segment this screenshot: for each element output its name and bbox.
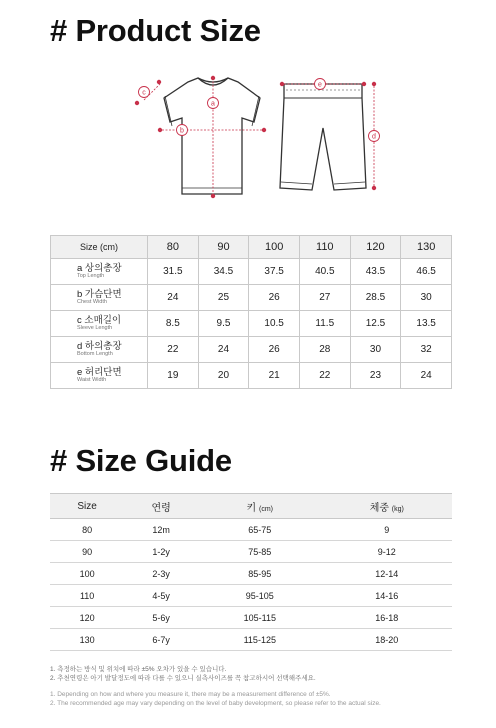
label-b: b [180, 127, 184, 135]
table-row [50, 563, 452, 585]
table-cell: 80 [50, 519, 124, 541]
size-col-header: 90 [198, 236, 249, 259]
table-cell: 12-14 [322, 563, 452, 585]
table-cell: 30 [401, 285, 452, 311]
table-cell: 43.5 [350, 259, 401, 285]
table-cell: 24 [148, 285, 199, 311]
table-row [50, 629, 452, 651]
table-cell: 28.5 [350, 285, 401, 311]
table-cell: 22 [299, 363, 350, 389]
table-cell: 8.5 [148, 311, 199, 337]
table-cell: 32 [401, 337, 452, 363]
label-e: e [318, 81, 322, 89]
row-label: b 가슴단면 Chest Width [51, 285, 148, 311]
table-cell: 19 [148, 363, 199, 389]
table-cell: 30 [350, 337, 401, 363]
table-cell: 22 [148, 337, 199, 363]
row-label: a 상의총장 Top Length [51, 259, 148, 285]
note-en-1: 1. Depending on how and where you measure it, there may be a measurement difference of ±5%. [50, 691, 331, 699]
tshirt-illustration [164, 78, 260, 194]
note-ko-1: 1. 측정하는 방식 및 위치에 따라 ±5% 오차가 있을 수 있습니다. [50, 666, 227, 673]
table-row [50, 541, 452, 563]
table-row [50, 519, 452, 541]
table-cell: 28 [299, 337, 350, 363]
table-cell: 90 [50, 541, 124, 563]
size-col-header: 80 [148, 236, 199, 259]
table-cell: 12.5 [350, 311, 401, 337]
table-cell: 40.5 [299, 259, 350, 285]
table-cell: 25 [198, 285, 249, 311]
guide-header-weight: 체중 (kg) [322, 494, 452, 519]
size-col-header: 100 [249, 236, 300, 259]
table-cell: 24 [198, 337, 249, 363]
table-cell: 95-105 [198, 585, 322, 607]
guide-header-age: 연령 [124, 494, 198, 519]
table-cell: 16-18 [322, 607, 452, 629]
table-cell: 9-12 [322, 541, 452, 563]
table-cell: 6-7y [124, 629, 198, 651]
table-cell: 115-125 [198, 629, 322, 651]
shorts-illustration [280, 81, 366, 190]
table-cell: 9 [322, 519, 452, 541]
table-cell: 26 [249, 285, 300, 311]
table-cell: 130 [50, 629, 124, 651]
table-cell: 110 [50, 585, 124, 607]
size-table-header-row [51, 236, 452, 259]
product-size-table [50, 235, 452, 389]
size-notes [50, 665, 480, 708]
note-en-2: 2. The recommended age may vary depending on the level of baby development, so please refer to the actual size. [50, 700, 381, 708]
table-cell: 100 [50, 563, 124, 585]
table-cell: 31.5 [148, 259, 199, 285]
size-guide-title: # Size Guide [50, 443, 232, 478]
note-ko-2: 2. 추천연령은 아기 발달정도에 따라 다를 수 있으니 실측사이즈를 꼭 참고하시어 선택해주세요. [50, 675, 316, 683]
table-row [51, 363, 452, 389]
label-c: c [142, 89, 146, 97]
table-row [50, 607, 452, 629]
table-cell: 24 [401, 363, 452, 389]
table-cell: 4-5y [124, 585, 198, 607]
table-cell: 11.5 [299, 311, 350, 337]
product-size-title: # Product Size [50, 13, 261, 48]
table-cell: 1-2y [124, 541, 198, 563]
table-cell: 18-20 [322, 629, 452, 651]
table-cell: 14-16 [322, 585, 452, 607]
table-row [51, 337, 452, 363]
size-col-header: 110 [299, 236, 350, 259]
label-d: d [372, 133, 376, 141]
table-cell: 5-6y [124, 607, 198, 629]
garment-diagram [120, 72, 390, 202]
table-cell: 12m [124, 519, 198, 541]
table-row [51, 285, 452, 311]
table-cell: 27 [299, 285, 350, 311]
table-cell: 10.5 [249, 311, 300, 337]
guide-table-header-row [50, 494, 452, 519]
table-cell: 34.5 [198, 259, 249, 285]
size-guide-table [50, 493, 452, 651]
size-col-header: 120 [350, 236, 401, 259]
table-cell: 85-95 [198, 563, 322, 585]
guide-header-size: Size [50, 494, 124, 519]
table-cell: 20 [198, 363, 249, 389]
size-table-header-label: Size (cm) [51, 236, 148, 259]
table-cell: 23 [350, 363, 401, 389]
table-cell: 37.5 [249, 259, 300, 285]
table-cell: 13.5 [401, 311, 452, 337]
table-cell: 65-75 [198, 519, 322, 541]
table-row [50, 585, 452, 607]
table-cell: 105-115 [198, 607, 322, 629]
row-label: c 소매길이 Sleeve Length [51, 311, 148, 337]
table-row [51, 259, 452, 285]
size-col-header: 130 [401, 236, 452, 259]
table-cell: 2-3y [124, 563, 198, 585]
row-label: d 하의총장 Bottom Length [51, 337, 148, 363]
table-cell: 26 [249, 337, 300, 363]
table-row [51, 311, 452, 337]
table-cell: 46.5 [401, 259, 452, 285]
table-cell: 21 [249, 363, 300, 389]
row-label: e 허리단면 Waist Width [51, 363, 148, 389]
table-cell: 75-85 [198, 541, 322, 563]
label-a: a [211, 100, 215, 108]
table-cell: 9.5 [198, 311, 249, 337]
table-cell: 120 [50, 607, 124, 629]
guide-header-height: 키 (cm) [198, 494, 322, 519]
